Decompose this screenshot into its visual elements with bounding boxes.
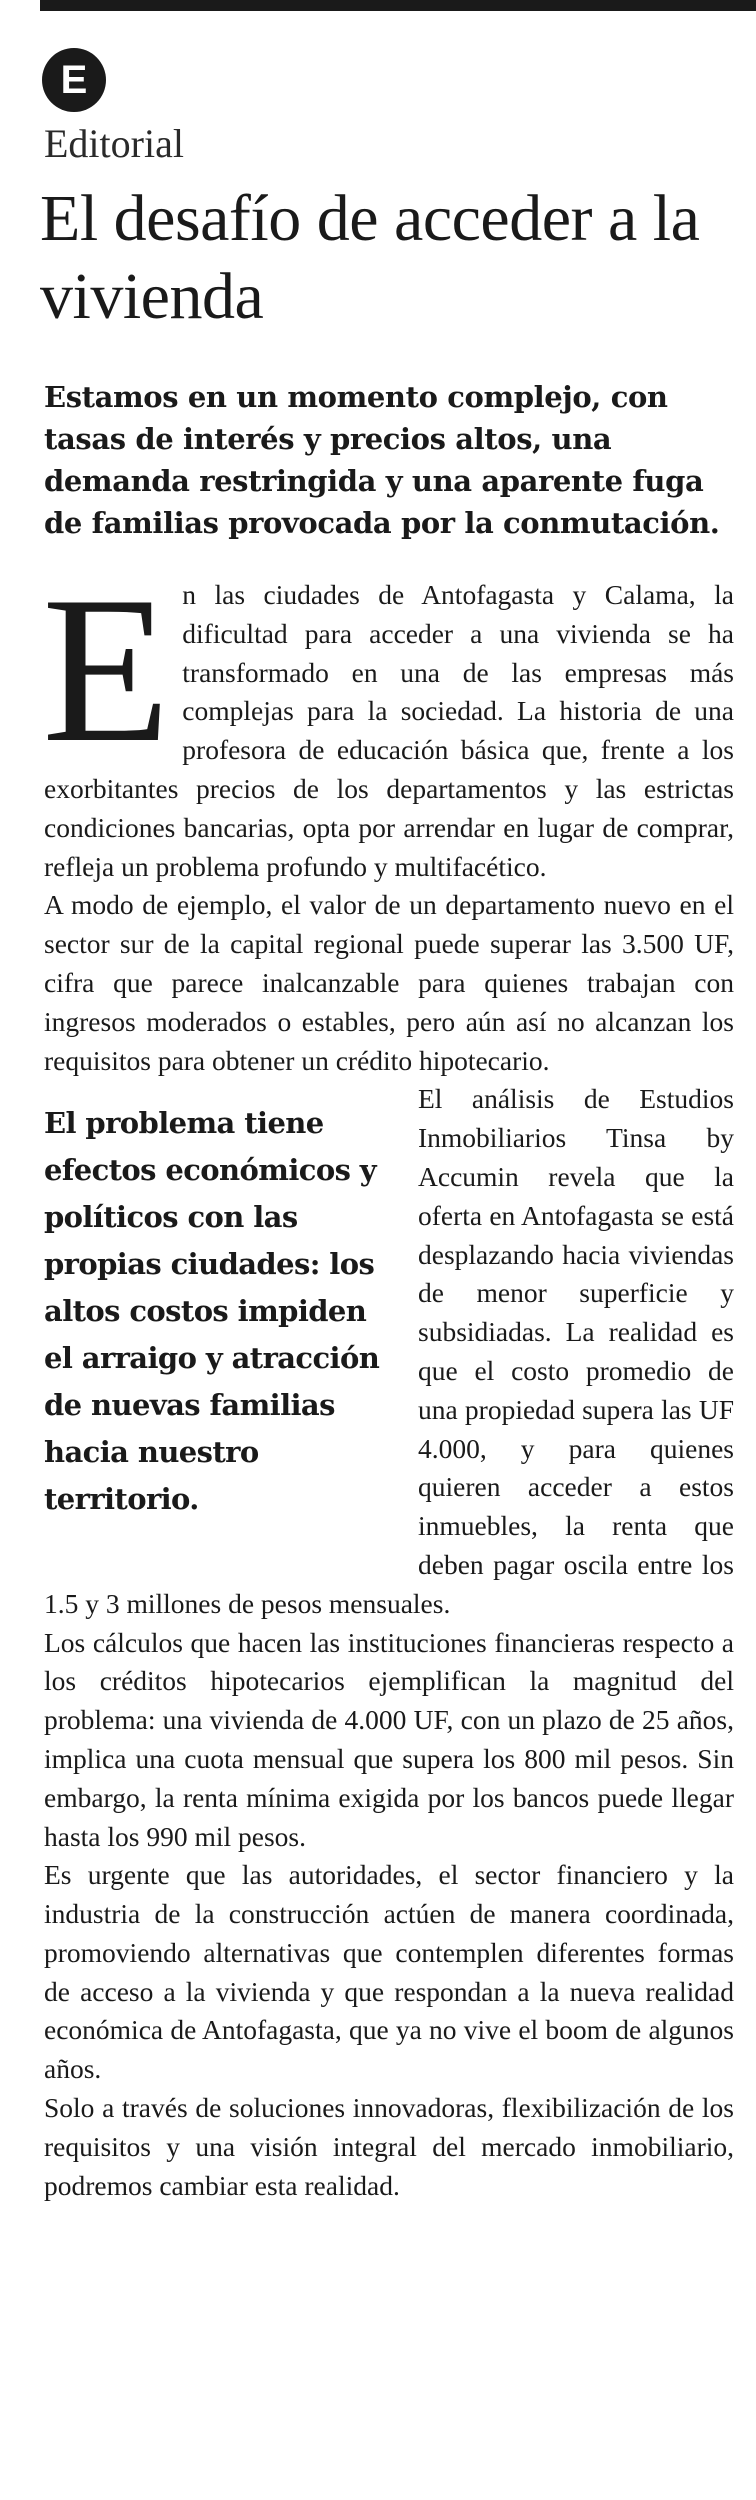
headline: El desafío de acceder a la vivienda [40,182,700,333]
body-paragraph-4: Los cálculos que hacen las instituciones financieras respecto a los créditos hipotecarios ejemplifican la magnitud del problema: una vivienda de 4.000 UF, con un plazo de 25 años, implica una cuota mensual que supera los 800 mil pesos. Sin embargo, la renta mínima exigida por los bancos puede llegar hasta los 990 mil pesos. [44,1626,734,1852]
body-paragraph-1-text: n las ciudades de Antofagasta y Calama, la dificultad para acceder a una vivienda se ha transformado en una de las empresas más complejas para la sociedad. La historia de una profesora de educación básica que, frente a los exorbitantes precios de los departamentos y las estrictas condiciones bancarias, opta por arrendar en lugar de comprar, refleja un problema profundo y multifacético. [44,579,734,882]
body-paragraph-5: Es urgente que las autoridades, el sector financiero y la industria de la construcción actúen de manera coordinada, promoviendo alternativas que contemplen diferentes formas de acceso a la vivienda y que respondan a la nueva realidad económica de Antofagasta, que ya no vive el boom de algunos años. [44,1859,734,2085]
top-rule [40,0,756,11]
body-paragraph-2: A modo de ejemplo, el valor de un departamento nuevo en el sector sur de la capital regional puede superar las 3.500 UF, cifra que parece inalcanzable para quienes trabajan con ingresos moderados o estables, pero aún así no alcanzan los requisitos para obtener un crédito hipotecario. [44,889,734,1076]
section-label: Editorial [44,121,184,166]
body-paragraph-3-text: El análisis de Estudios Inmobiliarios Tinsa by Accumin revela que la oferta en Antofagasta se está desplazando hacia viviendas de menor superficie y subsidiadas. La realidad es que el costo promedio de una propiedad supera las UF 4.000, y para quienes quieren acceder a estos inmuebles, la renta que deben pagar oscila entre los 1.5 y 3 millones de pesos mensuales. [44,1083,734,1619]
lead-paragraph: Estamos en un momento complejo, con tasas de interés y precios altos, una demanda restringida y una aparente fuga de familias provocada por la conmutación. [44,380,720,540]
body-paragraph-6: Solo a través de soluciones innovadoras, flexibilización de los requisitos y una visión integral del mercado inmobiliario, podremos cambiar esta realidad. [44,2092,734,2201]
body-paragraph-1 [42,554,734,886]
article-body [42,554,734,2205]
drop-cap: E [42,554,171,786]
body-paragraph-3 [44,1080,734,1623]
section-badge: E [42,48,106,112]
pull-quote: El problema tiene efectos económicos y políticos con las propias ciudades: los altos costos impiden el arraigo y atracción de nuevas familias hacia nuestro territorio. [44,1106,380,1517]
